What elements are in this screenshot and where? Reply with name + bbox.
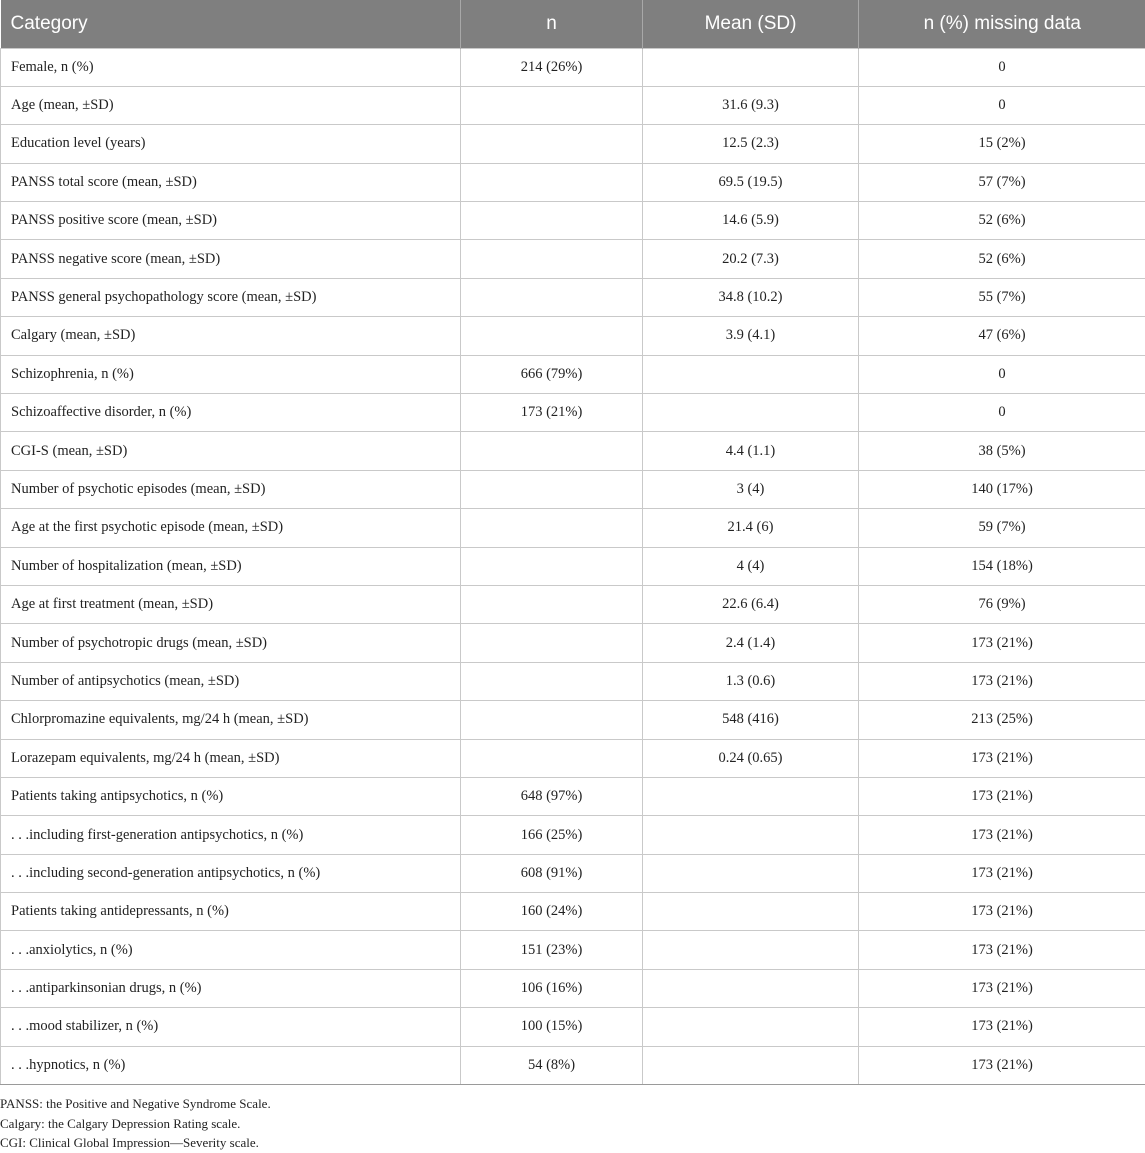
cell-n <box>461 585 643 623</box>
table-row <box>1 355 1145 393</box>
cell-category: Number of hospitalization (mean, ±SD) <box>1 547 461 585</box>
cell-missing-data: 173 (21%) <box>859 739 1145 777</box>
cell-mean-sd <box>643 969 859 1007</box>
header-missing-data: n (%) missing data <box>859 0 1145 48</box>
cell-mean-sd <box>643 48 859 86</box>
cell-mean-sd <box>643 816 859 854</box>
cell-n <box>461 662 643 700</box>
cell-n: 106 (16%) <box>461 969 643 1007</box>
cell-n <box>461 86 643 124</box>
cell-category: Number of antipsychotics (mean, ±SD) <box>1 662 461 700</box>
cell-missing-data: 173 (21%) <box>859 662 1145 700</box>
cell-category: . . .antiparkinsonian drugs, n (%) <box>1 969 461 1007</box>
footnote-cgi: CGI: Clinical Global Impression—Severity scale. <box>0 1135 259 1150</box>
cell-category: Number of psychotropic drugs (mean, ±SD) <box>1 624 461 662</box>
table-row <box>1 48 1145 86</box>
table-row <box>1 509 1145 547</box>
cell-missing-data: 52 (6%) <box>859 240 1145 278</box>
cell-n: 160 (24%) <box>461 893 643 931</box>
cell-category: . . .mood stabilizer, n (%) <box>1 1008 461 1046</box>
cell-category: Number of psychotic episodes (mean, ±SD) <box>1 470 461 508</box>
cell-category: . . .hypnotics, n (%) <box>1 1046 461 1084</box>
table-row <box>1 278 1145 316</box>
cell-n <box>461 509 643 547</box>
cell-missing-data: 0 <box>859 86 1145 124</box>
cell-mean-sd: 21.4 (6) <box>643 509 859 547</box>
table-row <box>1 394 1145 432</box>
cell-category: Age at the first psychotic episode (mean, ±SD) <box>1 509 461 547</box>
cell-category: PANSS general psychopathology score (mean, ±SD) <box>1 278 461 316</box>
cell-mean-sd <box>643 777 859 815</box>
table-row <box>1 1008 1145 1046</box>
cell-n <box>461 317 643 355</box>
footnote-calgary: Calgary: the Calgary Depression Rating scale. <box>0 1115 241 1131</box>
cell-n <box>461 432 643 470</box>
table-row <box>1 624 1145 662</box>
table-row <box>1 317 1145 355</box>
table-row <box>1 163 1145 201</box>
table-row <box>1 969 1145 1007</box>
cell-n: 608 (91%) <box>461 854 643 892</box>
cell-missing-data: 213 (25%) <box>859 701 1145 739</box>
cell-n: 214 (26%) <box>461 48 643 86</box>
cell-n <box>461 202 643 240</box>
cell-n <box>461 624 643 662</box>
table-row <box>1 1046 1145 1084</box>
cell-missing-data: 173 (21%) <box>859 931 1145 969</box>
table-row <box>1 470 1145 508</box>
cell-category: CGI-S (mean, ±SD) <box>1 432 461 470</box>
cell-n <box>461 125 643 163</box>
table-row <box>1 854 1145 892</box>
cell-n <box>461 163 643 201</box>
table-row <box>1 585 1145 623</box>
cell-missing-data: 0 <box>859 48 1145 86</box>
cell-category: Lorazepam equivalents, mg/24 h (mean, ±SD) <box>1 739 461 777</box>
cell-category: Schizophrenia, n (%) <box>1 355 461 393</box>
cell-category: PANSS total score (mean, ±SD) <box>1 163 461 201</box>
cell-mean-sd: 20.2 (7.3) <box>643 240 859 278</box>
cell-missing-data: 154 (18%) <box>859 547 1145 585</box>
cell-mean-sd: 548 (416) <box>643 701 859 739</box>
header-row <box>1 0 1145 48</box>
cell-missing-data: 173 (21%) <box>859 624 1145 662</box>
table-row <box>1 816 1145 854</box>
cell-n <box>461 701 643 739</box>
cell-category: Patients taking antidepressants, n (%) <box>1 893 461 931</box>
cell-missing-data: 140 (17%) <box>859 470 1145 508</box>
cell-mean-sd <box>643 1008 859 1046</box>
cell-n: 151 (23%) <box>461 931 643 969</box>
cell-mean-sd: 3.9 (4.1) <box>643 317 859 355</box>
cell-missing-data: 173 (21%) <box>859 893 1145 931</box>
cell-category: Calgary (mean, ±SD) <box>1 317 461 355</box>
table-row <box>1 931 1145 969</box>
header-n: n <box>461 0 643 48</box>
cell-missing-data: 52 (6%) <box>859 202 1145 240</box>
cell-category: . . .anxiolytics, n (%) <box>1 931 461 969</box>
table-row <box>1 662 1145 700</box>
cell-mean-sd <box>643 931 859 969</box>
cell-n: 648 (97%) <box>461 777 643 815</box>
cell-missing-data: 0 <box>859 355 1145 393</box>
table-row <box>1 701 1145 739</box>
cell-mean-sd: 14.6 (5.9) <box>643 202 859 240</box>
cell-mean-sd: 69.5 (19.5) <box>643 163 859 201</box>
cell-n: 54 (8%) <box>461 1046 643 1084</box>
cell-n: 666 (79%) <box>461 355 643 393</box>
cell-mean-sd: 3 (4) <box>643 470 859 508</box>
cell-n: 166 (25%) <box>461 816 643 854</box>
cell-missing-data: 173 (21%) <box>859 1008 1145 1046</box>
cell-mean-sd: 2.4 (1.4) <box>643 624 859 662</box>
cell-category: Schizoaffective disorder, n (%) <box>1 394 461 432</box>
table-row <box>1 777 1145 815</box>
cell-mean-sd <box>643 1046 859 1084</box>
cell-category: PANSS negative score (mean, ±SD) <box>1 240 461 278</box>
cell-n <box>461 739 643 777</box>
cell-mean-sd: 31.6 (9.3) <box>643 86 859 124</box>
cell-missing-data: 47 (6%) <box>859 317 1145 355</box>
cell-mean-sd: 12.5 (2.3) <box>643 125 859 163</box>
footnotes <box>0 1094 271 1153</box>
cell-n <box>461 240 643 278</box>
cell-category: Chlorpromazine equivalents, mg/24 h (mean, ±SD) <box>1 701 461 739</box>
cell-missing-data: 0 <box>859 394 1145 432</box>
cell-mean-sd <box>643 394 859 432</box>
cell-missing-data: 38 (5%) <box>859 432 1145 470</box>
cell-mean-sd: 4.4 (1.1) <box>643 432 859 470</box>
cell-mean-sd <box>643 355 859 393</box>
cell-missing-data: 76 (9%) <box>859 585 1145 623</box>
cell-category: Education level (years) <box>1 125 461 163</box>
cell-mean-sd: 1.3 (0.6) <box>643 662 859 700</box>
cell-missing-data: 55 (7%) <box>859 278 1145 316</box>
table-row <box>1 86 1145 124</box>
cell-n <box>461 278 643 316</box>
cell-missing-data: 57 (7%) <box>859 163 1145 201</box>
cell-mean-sd <box>643 893 859 931</box>
cell-missing-data: 173 (21%) <box>859 1046 1145 1084</box>
cell-mean-sd: 22.6 (6.4) <box>643 585 859 623</box>
cell-category: Patients taking antipsychotics, n (%) <box>1 777 461 815</box>
cell-missing-data: 59 (7%) <box>859 509 1145 547</box>
header-mean-sd: Mean (SD) <box>643 0 859 48</box>
table-row <box>1 125 1145 163</box>
table-body <box>1 48 1145 1085</box>
cell-category: PANSS positive score (mean, ±SD) <box>1 202 461 240</box>
table-row <box>1 739 1145 777</box>
cell-mean-sd: 0.24 (0.65) <box>643 739 859 777</box>
cell-missing-data: 173 (21%) <box>859 854 1145 892</box>
cell-category: . . .including second-generation antipsychotics, n (%) <box>1 854 461 892</box>
cell-missing-data: 173 (21%) <box>859 969 1145 1007</box>
cell-n <box>461 547 643 585</box>
table-row <box>1 893 1145 931</box>
cell-category: Age (mean, ±SD) <box>1 86 461 124</box>
cell-mean-sd: 34.8 (10.2) <box>643 278 859 316</box>
table-header <box>1 0 1145 48</box>
table-row <box>1 432 1145 470</box>
footnote-panss: PANSS: the Positive and Negative Syndrome Scale. <box>0 1096 271 1111</box>
cell-category: Female, n (%) <box>1 48 461 86</box>
table-row <box>1 547 1145 585</box>
table-row <box>1 202 1145 240</box>
cell-n: 173 (21%) <box>461 394 643 432</box>
cell-category: Age at first treatment (mean, ±SD) <box>1 585 461 623</box>
cell-mean-sd: 4 (4) <box>643 547 859 585</box>
table-row <box>1 240 1145 278</box>
cell-missing-data: 173 (21%) <box>859 777 1145 815</box>
cell-n: 100 (15%) <box>461 1008 643 1046</box>
cell-n <box>461 470 643 508</box>
cell-mean-sd <box>643 854 859 892</box>
header-category: Category <box>1 0 461 48</box>
cell-category: . . .including first-generation antipsychotics, n (%) <box>1 816 461 854</box>
cell-missing-data: 15 (2%) <box>859 125 1145 163</box>
cell-missing-data: 173 (21%) <box>859 816 1145 854</box>
